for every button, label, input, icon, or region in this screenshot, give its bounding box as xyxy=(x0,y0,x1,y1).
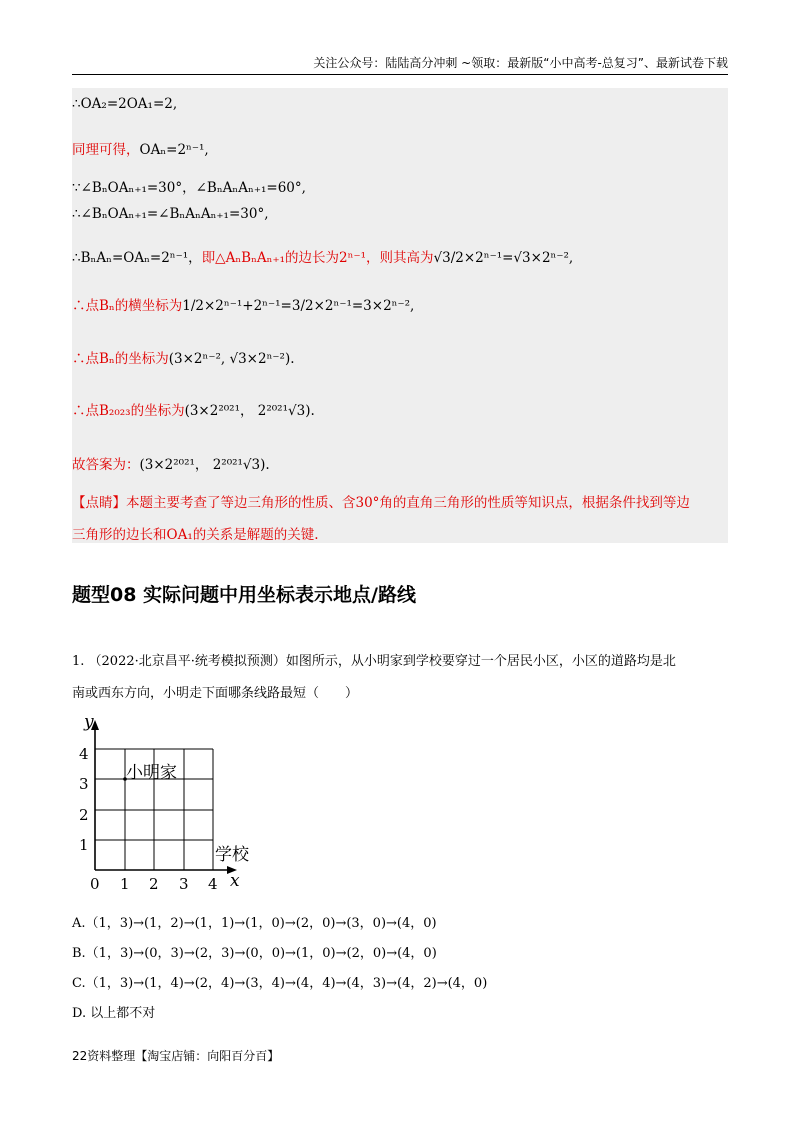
option-a: A.（1，3)→(1，2)→(1，1)→(1，0)→(2，0)→(3，0)→(4，0) xyxy=(72,916,437,931)
solution-line-6 xyxy=(72,294,414,314)
solution-line-5-text: 即△AₙBₙAₙ₊₁的边长为2ⁿ⁻¹，则其高为 xyxy=(201,250,434,266)
solution-line-8-math: (3×2²⁰²¹， 2²⁰²¹√3). xyxy=(184,403,315,419)
solution-line-4: ∴∠BₙOAₙ₊₁=∠BₙAₙAₙ₊₁=30°, xyxy=(72,206,269,222)
option-c: C.（1，3)→(1，4)→(2，4)→(3，4)→(4，4)→(4，3)→(4，2)→(4，0) xyxy=(72,976,488,991)
y-tick-1: 1 xyxy=(79,836,89,854)
section-title: 题型08 实际问题中用坐标表示地点/路线 xyxy=(72,584,416,606)
y-tick-3: 3 xyxy=(79,775,89,793)
solution-line-7-text: ∴点Bₙ的坐标为 xyxy=(72,351,169,367)
x-tick-2: 2 xyxy=(149,875,159,892)
solution-line-8-text: ∴点B₂₀₂₃的坐标为 xyxy=(72,403,185,419)
option-b: B.（1，3)→(0，3)→(2，3)→(0，0)→(1，0)→(2，0)→(4，0) xyxy=(72,946,437,961)
solution-line-2-text: 同理可得， xyxy=(72,142,140,158)
answer-value: (3×2²⁰²¹， 2²⁰²¹√3). xyxy=(139,457,270,473)
solution-line-2 xyxy=(72,138,209,158)
solution-line-1: ∴OA₂=2OA₁=2, xyxy=(72,96,178,112)
solution-line-5-math-b: √3/2×2ⁿ⁻¹=√3×2ⁿ⁻², xyxy=(433,250,574,266)
coordinate-grid-figure xyxy=(72,712,272,896)
solution-line-2-math: OAₙ=2ⁿ⁻¹, xyxy=(139,142,209,158)
x-axis-label: x xyxy=(230,871,240,891)
x-tick-1: 1 xyxy=(120,875,130,892)
y-tick-2: 2 xyxy=(79,806,89,824)
home-label: 小明家 xyxy=(126,763,177,783)
page-header: 关注公众号：陆陆高分冲刺 ~领取：最新版“小中高考-总复习”、最新试卷下载 xyxy=(72,52,728,75)
solution-line-7-math: (3×2ⁿ⁻², √3×2ⁿ⁻²). xyxy=(168,351,295,367)
answer-line xyxy=(72,453,270,473)
solution-line-6-text: ∴点Bₙ的横坐标为 xyxy=(72,298,183,314)
solution-line-7 xyxy=(72,347,295,367)
x-tick-0: 0 xyxy=(90,875,100,892)
option-d: D. 以上都不对 xyxy=(72,1006,156,1021)
page-footer xyxy=(72,1047,279,1064)
solution-line-8 xyxy=(72,399,315,419)
question-stem-line-1: 1. （2022·北京昌平·统考模拟预测）如图所示，从小明家到学校要穿过一个居民小区，小区的道路均是北 xyxy=(72,654,676,669)
question-stem-line-2: 南或西东方向，小明走下面哪条线路最短（ ） xyxy=(72,686,359,701)
y-tick-4: 4 xyxy=(79,745,89,763)
y-axis-label: y xyxy=(84,712,94,732)
school-label: 学校 xyxy=(215,845,249,865)
note-line-1: 【点睛】本题主要考查了等边三角形的性质、含30°角的直角三角形的性质等知识点，根据条件找到等边 xyxy=(72,495,690,511)
page-number: 22 xyxy=(72,1049,88,1063)
solution-line-5 xyxy=(72,246,573,266)
solution-block xyxy=(72,88,728,543)
x-tick-4: 4 xyxy=(208,875,218,892)
x-tick-3: 3 xyxy=(179,875,189,892)
solution-line-5-math-a: ∴BₙAₙ=OAₙ=2ⁿ⁻¹， xyxy=(72,250,202,266)
solution-line-3: ∵∠BₙOAₙ₊₁=30°，∠BₙAₙAₙ₊₁=60°, xyxy=(72,180,306,196)
answer-label: 故答案为： xyxy=(72,457,140,473)
solution-line-6-math: 1/2×2ⁿ⁻¹+2ⁿ⁻¹=3/2×2ⁿ⁻¹=3×2ⁿ⁻², xyxy=(182,298,415,314)
footer-text: 资料整理【淘宝店铺：向阳百分百】 xyxy=(87,1049,280,1063)
note-line-2: 三角形的边长和OA₁的关系是解题的关键. xyxy=(72,527,319,543)
